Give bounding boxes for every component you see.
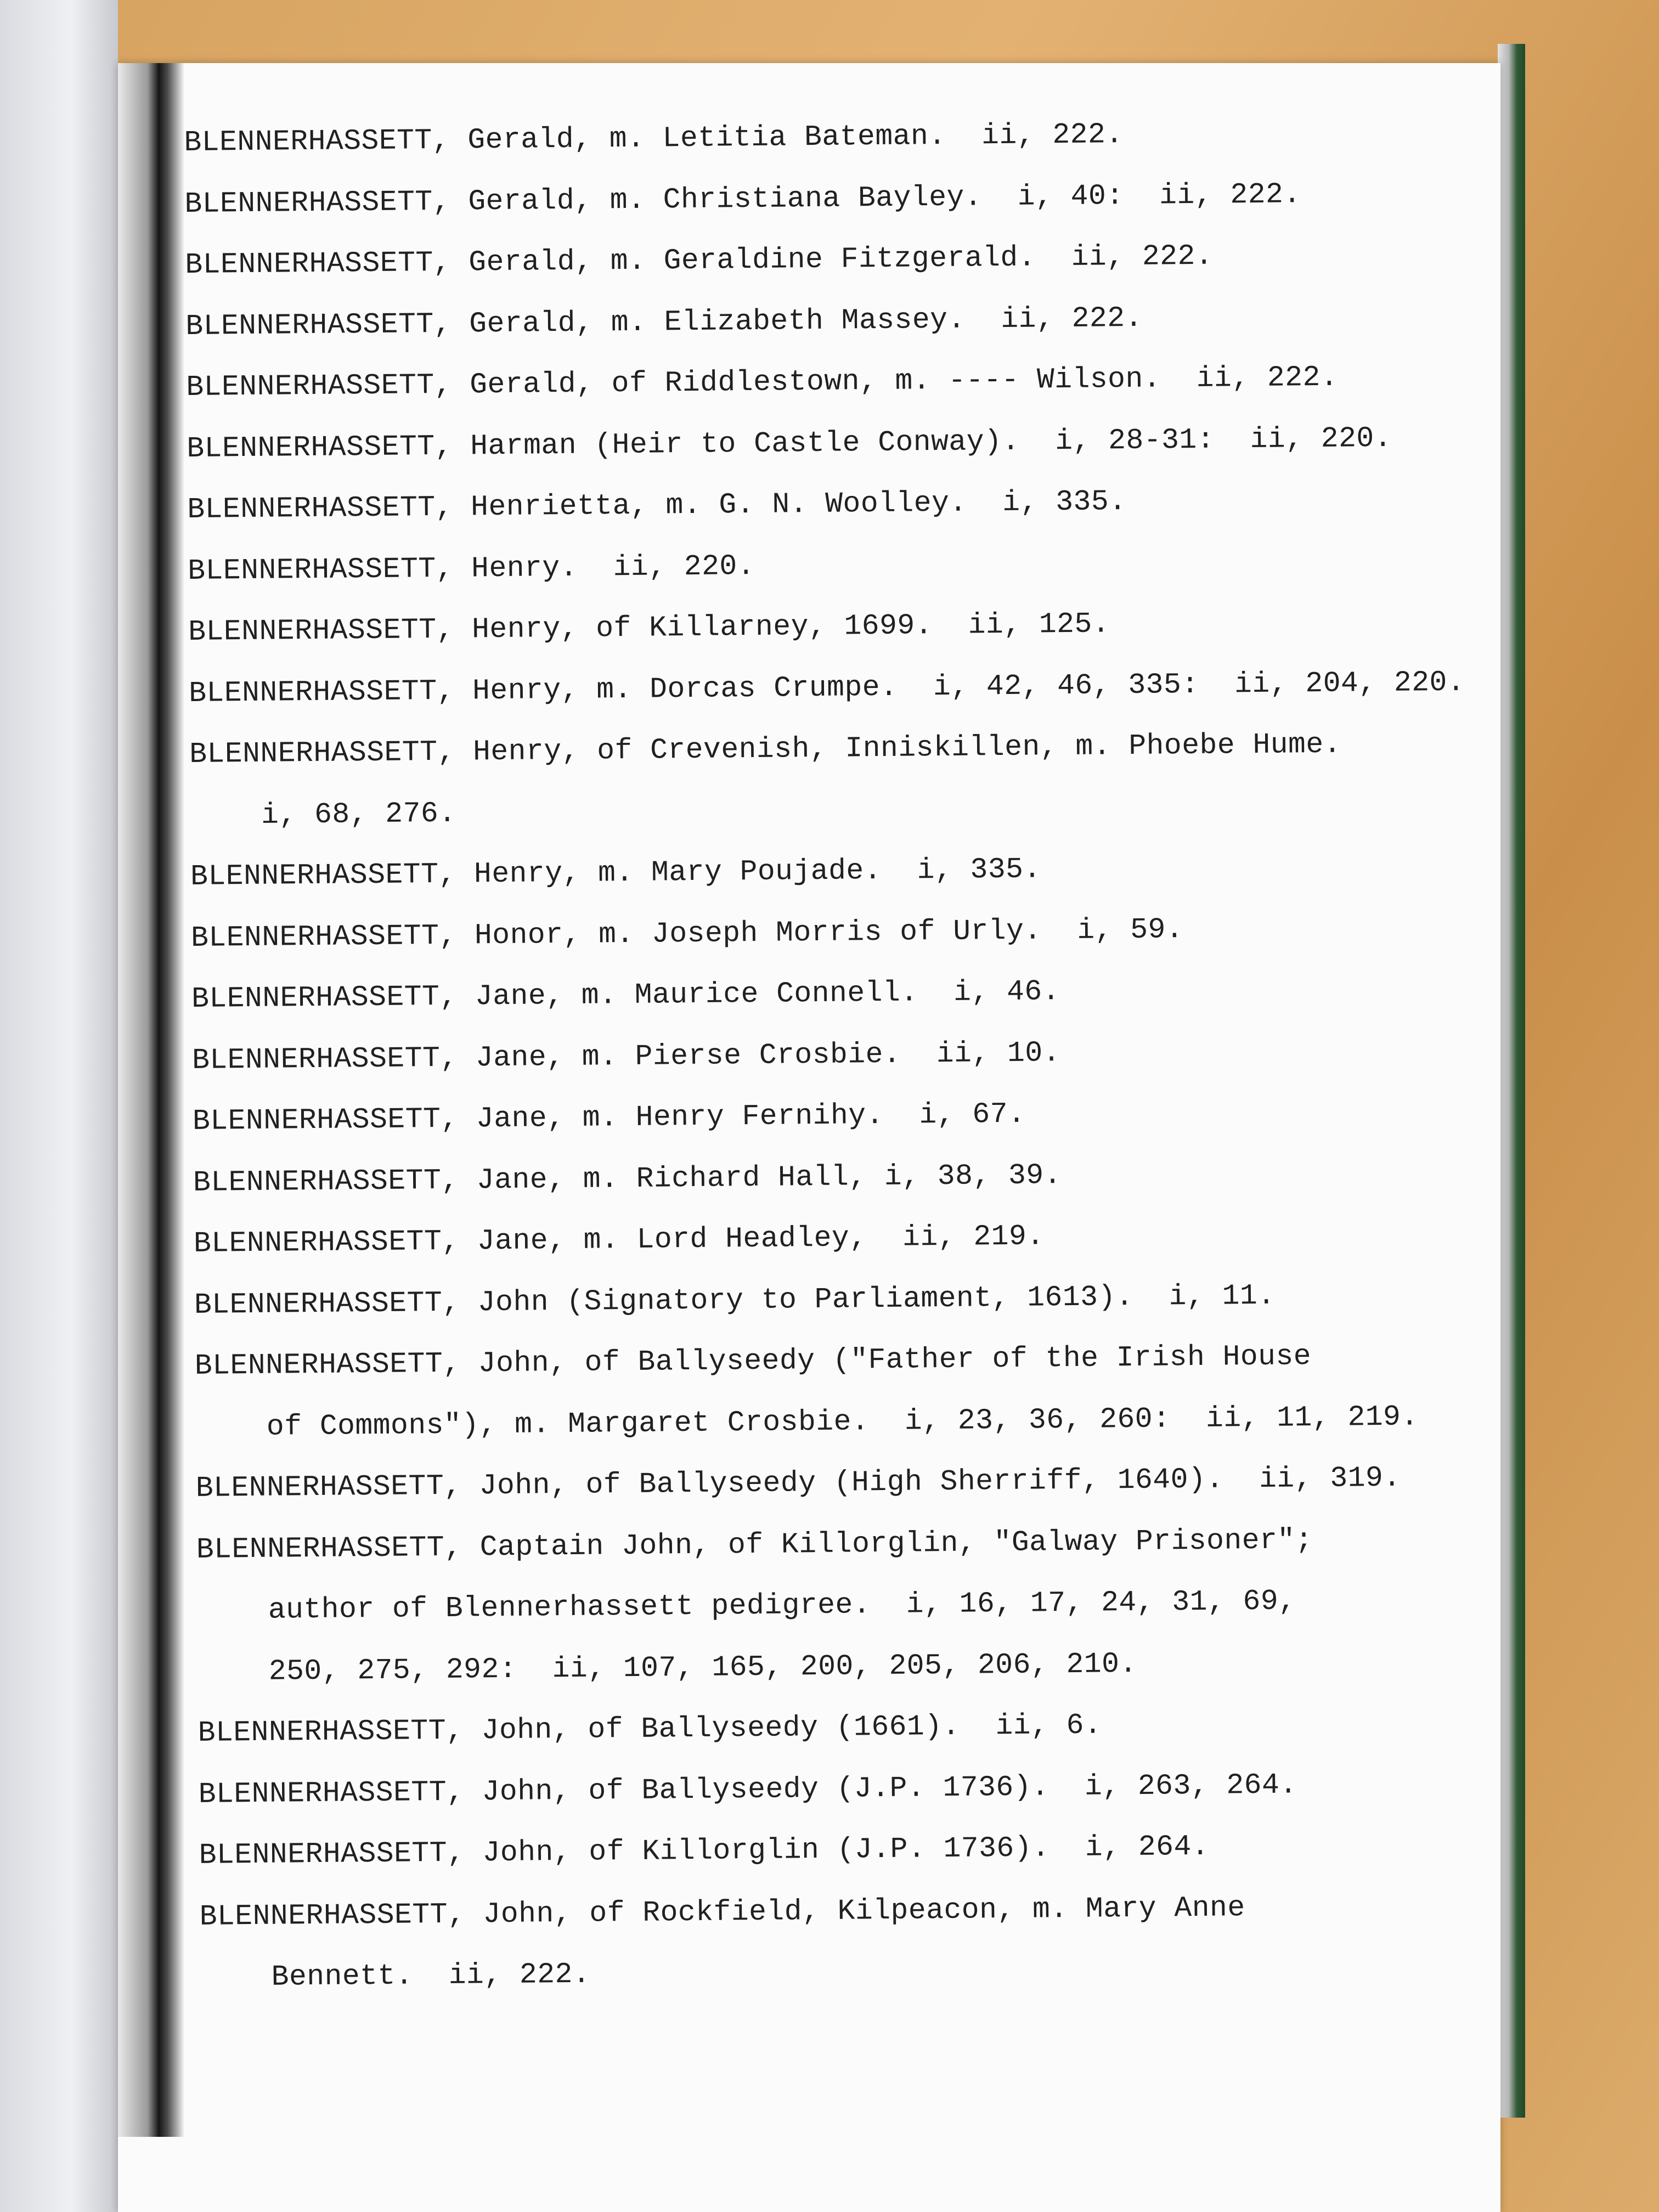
index-entry: BLENNERHASSETT, John (Signatory to Parliament, 1613). i, 11.: [194, 1279, 1276, 1322]
index-entry: BLENNERHASSETT, Jane, m. Pierse Crosbie. ii, 10.: [191, 1036, 1061, 1077]
index-entry-continuation: i, 68, 276.: [261, 797, 456, 832]
index-entry: BLENNERHASSETT, Jane, m. Lord Headley, ii, 219.: [193, 1220, 1045, 1260]
index-entry: BLENNERHASSETT, Henry, of Killarney, 1699. ii, 125.: [188, 607, 1110, 648]
binding-gutter-shadow: [118, 63, 184, 2137]
index-entries: [184, 101, 1479, 2009]
index-entry: BLENNERHASSETT, Jane, m. Henry Fernihy. i, 67.: [192, 1097, 1026, 1138]
facing-page: [0, 0, 118, 2212]
index-entry: BLENNERHASSETT, Harman (Heir to Castle Conway). i, 28-31: ii, 220.: [187, 421, 1392, 465]
index-entry: BLENNERHASSETT, John, of Ballyseedy ("Father of the Irish House: [194, 1340, 1312, 1383]
index-entry: BLENNERHASSETT, Gerald, m. Geraldine Fitzgerald. ii, 222.: [185, 239, 1214, 281]
index-entry: BLENNERHASSETT, John, of Ballyseedy (J.P. 1736). i, 263, 264.: [198, 1768, 1297, 1811]
index-entry-continuation: Bennett. ii, 222.: [271, 1957, 591, 1994]
book-cover-edge: [1498, 44, 1525, 2118]
index-entry: BLENNERHASSETT, Jane, m. Maurice Connell. i, 46.: [191, 975, 1060, 1015]
index-entry: BLENNERHASSETT, Gerald, m. Christiana Bayley. i, 40: ii, 222.: [184, 177, 1301, 221]
index-entry: BLENNERHASSETT, Henry, m. Dorcas Crumpe. i, 42, 46, 335: ii, 204, 220.: [188, 665, 1465, 710]
index-entry: BLENNERHASSETT, John, of Killorglin (J.P. 1736). i, 264.: [199, 1830, 1210, 1872]
index-entry: BLENNERHASSETT, Gerald, of Riddlestown, m. ---- Wilson. ii, 222.: [186, 360, 1339, 404]
index-page: [118, 63, 1500, 2212]
index-entry: BLENNERHASSETT, John, of Ballyseedy (High Sherriff, 1640). ii, 319.: [195, 1461, 1401, 1505]
index-entry: BLENNERHASSETT, Gerald, m. Letitia Bateman. ii, 222.: [184, 118, 1124, 159]
index-entry: BLENNERHASSETT, Henry. ii, 220.: [188, 549, 755, 588]
index-entry: BLENNERHASSETT, Jane, m. Richard Hall, i, 38, 39.: [193, 1158, 1062, 1199]
index-entry: BLENNERHASSETT, Henry, of Crevenish, Inniskillen, m. Phoebe Hume.: [189, 727, 1342, 771]
index-entry-continuation: of Commons"), m. Margaret Crosbie. i, 23, 36, 260: ii, 11, 219.: [266, 1400, 1419, 1443]
index-entry-continuation: 250, 275, 292: ii, 107, 165, 200, 205, 206, 210.: [268, 1647, 1137, 1688]
index-entry: BLENNERHASSETT, Honor, m. Joseph Morris of Urly. i, 59.: [190, 912, 1184, 955]
index-entry: BLENNERHASSETT, Henrietta, m. G. N. Woolley. i, 335.: [187, 485, 1127, 526]
index-entry: BLENNERHASSETT, John, of Rockfield, Kilpeacon, m. Mary Anne: [199, 1891, 1245, 1933]
index-entry: BLENNERHASSETT, Captain John, of Killorglin, "Galway Prisoner";: [196, 1523, 1313, 1566]
index-entry: BLENNERHASSETT, John, of Ballyseedy (1661). ii, 6.: [198, 1708, 1102, 1750]
index-entry-continuation: author of Blennerhassett pedigree. i, 16, 17, 24, 31, 69,: [268, 1584, 1296, 1627]
index-entry: BLENNERHASSETT, Gerald, m. Elizabeth Massey. ii, 222.: [185, 301, 1143, 343]
index-entry: BLENNERHASSETT, Henry, m. Mary Poujade. i, 335.: [190, 853, 1042, 893]
